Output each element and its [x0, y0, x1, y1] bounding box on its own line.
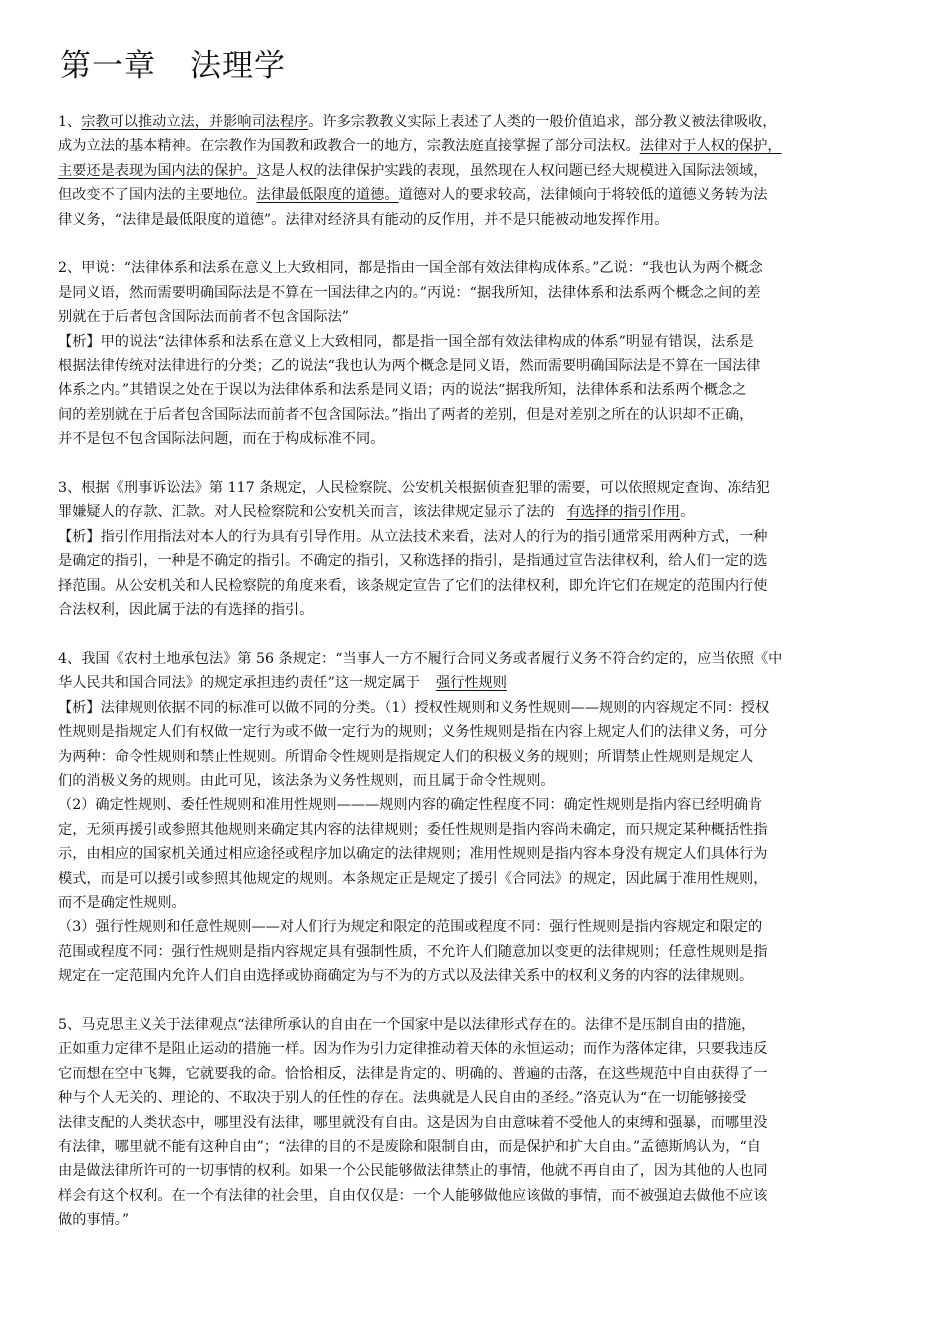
text-span: 律义务，“法律是最低限度的道德”。法律对经济具有能动的反作用，并不是只能被动地发挥作用。	[58, 211, 669, 228]
text-line: 做的事情。”	[58, 1212, 130, 1229]
analysis-line: 【析】法律规则依据不同的标准可以做不同的分类。（1）授权性规则和义务性规则——规则的内容规定不同：授权	[58, 699, 770, 716]
text-line: 4、我国《农村土地承包法》第 56 条规定：“当事人一方不履行合同义务或者履行义务不符合约定的，应当依照《中	[58, 650, 783, 667]
answer-underlined: 主要还是表现为国内法的保护。	[58, 162, 257, 179]
text-span: 罪嫌疑人的存款、汇款。对人民检察院和公安机关而言，该法律规定显示了法的	[58, 504, 555, 521]
text-line: 有法律，哪里就不能有这种自由”；“法律的目的不是废除和限制自由，而是保护和扩大自由。”孟德斯鸠认为，“自	[58, 1139, 761, 1155]
analysis-line: （2）确定性规则、委任性规则和准用性规则———规则内容的确定性程度不同：确定性规则是指内容已经明确肯	[58, 797, 763, 814]
text-line: 是同义语，然而需要明确国际法是不算在一国法律之内的。”丙说：“据我所知，法律体系和法系两个概念之间的差	[58, 284, 761, 301]
analysis-line: 择范围。从公安机关和人民检察院的角度来看，该条规定宣告了它们的法律权利，即允许它们在规定的范围内行使	[58, 577, 768, 594]
text-line: 种与个人无关的、理论的、不取决于别人的任性的存在。法典就是人民自由的圣经。”洛克认为“在一切能够接受	[58, 1090, 747, 1107]
text-span: 。许多宗教教义实际上表述了人类的一般价值追求，部分教义被法律吸收，	[308, 114, 777, 130]
analysis-line: 为两种：命令性规则和禁止性规则。所谓命令性规则是指规定人们的积极义务的规则；所谓禁止性规则是规定人	[58, 748, 754, 765]
text-line: 法律支配的人类状态中，哪里没有法律，哪里就没有自由。这是因为自由意味着不受他人的束缚和强暴，而哪里没	[58, 1114, 768, 1131]
analysis-line: 体系之内。”其错误之处在于误以为法律体系和法系是同义语；丙的说法“据我所知，法律体系和法系两个概念之	[58, 382, 747, 399]
document-page	[58, 46, 894, 1257]
text-line	[58, 671, 894, 695]
chapter-title	[60, 46, 894, 86]
text-line: 别就在于后者包含国际法而前者不包含国际法”	[58, 309, 350, 326]
text-line	[58, 110, 894, 134]
analysis-line: 规定在一定范围内允许人们自由选择或协商确定为与不为的方式以及法律关系中的权利义务的内容的法律规则。	[58, 968, 754, 985]
answer-underlined: 法律最低限度的道德。	[256, 187, 399, 204]
chapter-name: 法理学	[190, 48, 286, 84]
text-span: 道德对人的要求较高，法律倾向于将较低的道德义务转为法	[398, 187, 768, 204]
text-line: 3、根据《刑事诉讼法》第 117 条规定，人民检察院、公安机关根据侦查犯罪的需要，可以依照规定查询、冻结犯	[58, 480, 770, 497]
text-span: 。	[680, 504, 695, 521]
analysis-line: 根据法律传统对法律进行的分类；乙的说法“我也认为两个概念是同义语，然而需要明确国际法是不算在一国法律	[58, 358, 761, 375]
text-span: 华人民共和国合同法》的规定承担违约责任”这一规定属于	[58, 675, 420, 692]
question-4	[58, 647, 894, 989]
answer-underlined: 强行性规则	[435, 675, 507, 692]
text-line: 5、马克思主义关于法律观点“法律所承认的自由在一个国家中是以法律形式存在的。法律不是压制自由的措施，	[58, 1016, 756, 1033]
analysis-line: 并不是包不包含国际法问题，而在于构成标准不同。	[58, 431, 385, 448]
text-line	[58, 159, 894, 183]
text-line: 样会有这个权利。在一个有法律的社会里，自由仅仅是：一个人能够做他应该做的事情，而不被强迫去做他不应该	[58, 1187, 768, 1204]
analysis-line: 间的差别就在于后者包含国际法而前者不包含国际法。”指出了两者的差别，但是对差别之所在的认识却不正确，	[58, 406, 754, 423]
text-line	[58, 134, 894, 158]
analysis-line: 【析】指引作用指法对本人的行为具有引导作用。从立法技术来看，法对人的行为的指引通常采用两种方式，一种	[58, 528, 768, 545]
question-5	[58, 1013, 894, 1233]
analysis-line: 是确定的指引，一种是不确定的指引。不确定的指引，又称选择的指引，是指通过宣告法律权利，给人们一定的选	[58, 553, 768, 570]
question-2	[58, 256, 894, 451]
analysis-line: （3）强行性规则和任意性规则——对人们行为规定和限定的范围或程度不同：强行性规则是指内容规定和限定的	[58, 919, 763, 936]
question-1	[58, 110, 894, 232]
text-line: 它而想在空中飞舞，它就要我的命。恰恰相反，法律是肯定的、明确的、普遍的击落，在这些规范中自由获得了一	[58, 1065, 768, 1082]
analysis-line: 示，由相应的国家机关通过相应途径或程序加以确定的法律规则；准用性规则是指内容本身没有规定人们具体行为	[58, 846, 768, 863]
text-line: 正如重力定律不是阻止运动的措施一样。因为作为引力定律推动着天体的永恒运动；而作为落体定律，只要我违反	[58, 1041, 768, 1058]
analysis-line: 性规则是指规定人们有权做一定行为或不做一定行为的规则；义务性规则是指在内容上规定人们的法律义务，可分	[58, 724, 768, 741]
text-line	[58, 500, 894, 524]
analysis-line: 定，无须再援引或参照其他规则来确定其内容的法律规则；委任性规则是指内容尚未确定，而只规定某种概括性指	[58, 821, 768, 838]
analysis-line: 而不是确定性规则。	[58, 894, 186, 911]
analysis-line: 模式，而是可以援引或参照其他规定的规则。本条规定正是规定了援引《合同法》的规定，因此属于准用性规则，	[58, 870, 768, 887]
analysis-line: 们的消极义务的规则。由此可见，该法条为义务性规则，而且属于命令性规则。	[58, 772, 555, 789]
answer-underlined: 有选择的指引作用	[566, 504, 681, 521]
chapter-number: 第一章	[60, 48, 156, 84]
text-line: 由是做法律所许可的一切事情的权利。如果一个公民能够做法律禁止的事情，他就不再自由了，因为其他的人也同	[58, 1163, 768, 1180]
text-line	[58, 183, 894, 207]
answer-underlined: 法律对于人权的保护，	[639, 138, 782, 155]
question-number: 1、	[58, 114, 82, 130]
question-3	[58, 476, 894, 622]
text-line	[58, 208, 894, 232]
analysis-line: 范围或程度不同：强行性规则是指内容规定具有强制性质，不允许人们随意加以变更的法律规则；任意性规则是指	[58, 943, 768, 960]
text-span: 但改变不了国内法的主要地位。	[58, 187, 257, 204]
answer-underlined: 宗教可以推动立法，并影响司法程序	[81, 114, 309, 130]
analysis-line: 合法权利，因此属于法的有选择的指引。	[58, 602, 314, 619]
analysis-line: 【析】甲的说法“法律体系和法系在意义上大致相同，都是指一国全部有效法律构成的体系”明显有错误，法系是	[58, 333, 754, 350]
text-span: 成为立法的基本精神。在宗教作为国教和政教合一的地方，宗教法庭直接掌握了部分司法权。	[58, 138, 640, 155]
text-line: 2、甲说：“法律体系和法系在意义上大致相同，都是指由一国全部有效法律构成体系。”乙说：“我也认为两个概念	[58, 260, 763, 277]
text-span: 这是人权的法律保护实践的表现，虽然现在人权问题已经大规模进入国际法领域，	[256, 162, 768, 179]
